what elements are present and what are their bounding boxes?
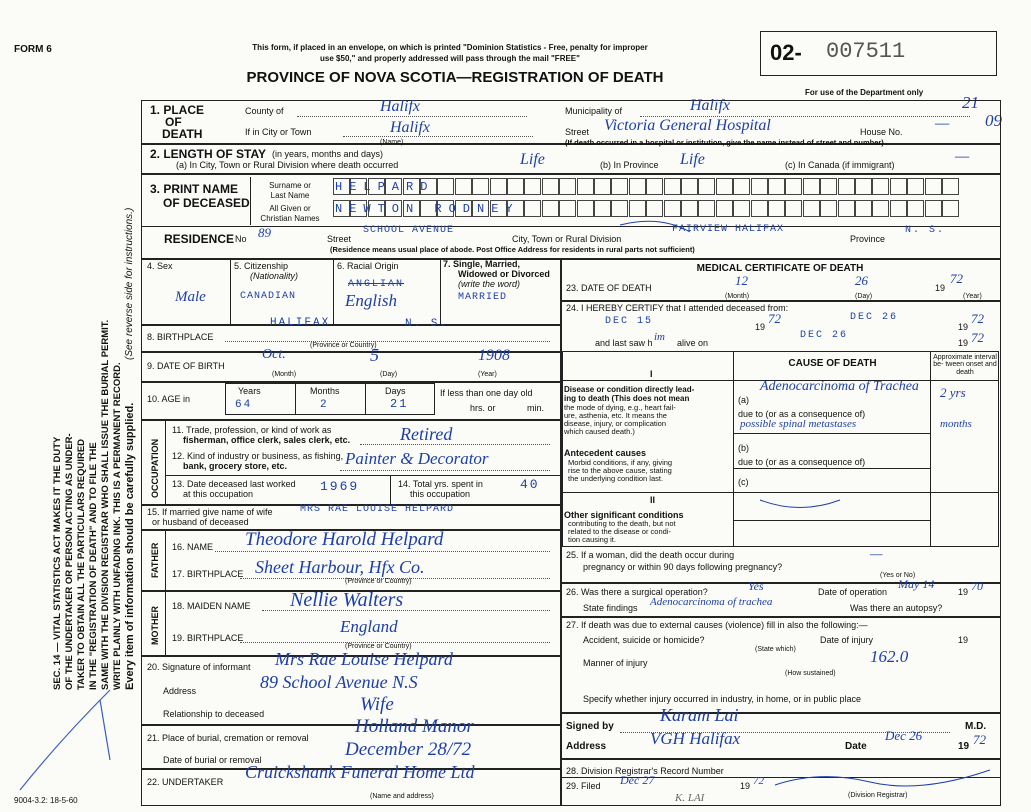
- op-date-year[interactable]: 70: [971, 579, 983, 593]
- hrs-label: hrs. or: [470, 403, 496, 413]
- dob-month[interactable]: Oct.: [262, 347, 286, 362]
- marital-label: 7. Single, Married,: [443, 259, 521, 269]
- attend-from[interactable]: DEC 15: [605, 316, 654, 327]
- sustained-caption: (How sustained): [785, 670, 836, 677]
- registrar-initials: K. LAI: [675, 792, 705, 804]
- name-label-2: OF DECEASED: [163, 196, 250, 210]
- registrar-caption: (Division Registrar): [848, 792, 908, 799]
- county-label: County of: [245, 106, 284, 116]
- relationship-value[interactable]: Wife: [360, 694, 394, 715]
- md-date-prefix: 19: [958, 741, 970, 752]
- birthplace-province[interactable]: N. S.: [405, 318, 449, 330]
- injury-date-label: Date of injury: [820, 635, 874, 645]
- street-label: Street: [565, 127, 590, 137]
- citizenship-value[interactable]: CANADIAN: [240, 291, 297, 302]
- manner-label: Manner of injury: [583, 658, 648, 668]
- surname-label-2: Last Name: [270, 191, 310, 200]
- marital-value[interactable]: MARRIED: [458, 292, 508, 303]
- father-name-value[interactable]: Theodore Harold Helpard: [245, 529, 444, 550]
- age-days-value[interactable]: 21: [390, 397, 409, 411]
- alive-on-prefix: 19: [958, 338, 969, 348]
- dept-code-2: 09: [985, 111, 1002, 130]
- house-value[interactable]: —: [935, 115, 950, 132]
- form-title: PROVINCE OF NOVA SCOTIA—REGISTRATION OF DEATH: [246, 69, 664, 86]
- trade-label-2: fisherman, office clerk, sales clerk, etc.: [183, 435, 351, 445]
- disease-label-6: which caused death.): [564, 427, 635, 436]
- dob-label: 9. DATE OF BIRTH: [147, 361, 225, 371]
- op-date-label: Date of operation: [818, 587, 888, 597]
- envelope-notice: This form, if placed in an envelope, on which is printed "Dominion Statistics - Free, penalty for improper: [252, 43, 648, 52]
- birthplace-caption: (Province or Country): [310, 342, 377, 349]
- findings-value[interactable]: Adenocarcinoma of trachea: [650, 596, 773, 608]
- industry-label-2: bank, grocery store, etc.: [183, 461, 288, 471]
- last-worked-label-2: at this occupation: [183, 489, 254, 499]
- dob-day-caption: (Day): [380, 371, 398, 378]
- city-label: If in City or Town: [245, 127, 312, 137]
- residence-province-value[interactable]: N. S.: [905, 225, 946, 236]
- disease-label-5: disease, injury, or complication: [564, 419, 666, 428]
- residence-province-label: Province: [850, 234, 886, 244]
- name-label: 3. PRINT NAME: [150, 182, 239, 196]
- form-number: FORM 6: [14, 44, 52, 55]
- city-value[interactable]: Halifx: [390, 119, 430, 136]
- hospital-note: (If death occurred in a hospital or institution, give the name instead of street and number): [565, 138, 884, 147]
- last-worked-label: 13. Date deceased last worked: [172, 479, 296, 489]
- months-label: Months: [310, 386, 340, 396]
- place-label-death: DEATH: [162, 127, 203, 141]
- filed-prefix: 19: [740, 781, 751, 791]
- md-date-value[interactable]: Dec 26: [885, 728, 923, 743]
- other-label-3: related to the disease or condi-: [568, 527, 671, 536]
- father-birthplace-label: 17. BIRTHPLACE: [172, 569, 244, 579]
- stay-canada-label: (c) In Canada (if immigrant): [785, 160, 895, 170]
- alive-on-year[interactable]: 72: [971, 330, 984, 345]
- residence-city-label: City, Town or Rural Division: [512, 234, 622, 244]
- md-date-year[interactable]: 72: [973, 732, 986, 747]
- days-label: Days: [385, 386, 406, 396]
- residence-street-label: Street: [327, 234, 352, 244]
- burial-date-label: Date of burial or removal: [163, 755, 262, 765]
- antecedent-label-4: the underlying condition last.: [568, 474, 664, 483]
- findings-label: State findings: [583, 603, 638, 613]
- racial-label: 6. Racial Origin: [337, 261, 399, 271]
- mother-side-label: MOTHER: [150, 606, 160, 645]
- racial-struck: ANGLIAN: [348, 279, 405, 290]
- attend-to[interactable]: DEC 26: [850, 312, 899, 323]
- due-to-1: due to (or as a consequence of): [738, 409, 866, 419]
- given-label-2: Christian Names: [260, 214, 320, 223]
- roman-2: II: [650, 495, 656, 505]
- side-instruction-3: TAKER TO OBTAIN ALL THE PARTICULARS REQUIRED: [76, 438, 87, 690]
- father-name-label: 16. NAME: [172, 542, 214, 552]
- certify-label: 24. I HEREBY CERTIFY that I attended deceased from:: [566, 303, 789, 313]
- envelope-notice-2: use $50," and properly addressed will pass through the mail "FREE": [320, 54, 580, 63]
- attend-from-prefix: 19: [755, 322, 766, 332]
- signed-value[interactable]: Karam Lai: [660, 705, 739, 725]
- surgery-value[interactable]: Yes: [748, 579, 764, 593]
- injury-date-prefix: 19: [958, 635, 969, 645]
- roman-1: I: [650, 369, 653, 379]
- side-instruction-5: SAME WITH THE DIVISION REGISTRAR WHO SHALL ISSUE THE BURIAL PERMIT.: [100, 319, 111, 690]
- footer-code: 9004-3.2: 18-5-60: [14, 796, 78, 805]
- side-instruction-2: OF THE UNDERTAKER OR PERSON ACTING AS UNDER-: [64, 433, 75, 690]
- registration-number: 007511: [826, 39, 906, 64]
- cause-a[interactable]: Adenocarcinoma of Trachea: [760, 379, 919, 394]
- side-instruction-6: WRITE PLAINLY WITH UNFADING INK. THIS IS A PERMANENT RECORD.: [112, 362, 123, 690]
- other-label: Other significant conditions: [564, 510, 684, 520]
- other-label-4: tion causing it.: [568, 535, 616, 544]
- antecedent-label-3: rise to the above cause, stating: [568, 466, 672, 475]
- citizenship-sub: (Nationality): [250, 271, 299, 281]
- side-instruction-1: SEC. 14 — VITAL STATISTICS ACT MAKES IT THE DUTY: [52, 436, 63, 690]
- stay-label: 2. LENGTH OF STAY: [150, 147, 267, 161]
- informant-sig-value[interactable]: Mrs Rae Louise Helpard: [275, 649, 453, 669]
- birthplace-value[interactable]: HALIFAX: [270, 317, 331, 329]
- mother-maiden-value[interactable]: Nellie Walters: [290, 589, 404, 611]
- antecedent-label: Antecedent causes: [564, 448, 647, 458]
- marital-label-3: (write the word): [458, 279, 521, 289]
- sex-label: 4. Sex: [147, 261, 173, 271]
- cause-a2[interactable]: possible spinal metastases: [740, 418, 857, 430]
- dob-year-caption: (Year): [478, 371, 497, 378]
- disease-label-3: the mode of dying, e.g., heart fail-: [564, 403, 676, 412]
- dept-code-1: 21: [962, 93, 979, 112]
- spouse-label: 15. If married give name of wife: [147, 507, 273, 517]
- years-label: Years: [238, 386, 261, 396]
- citizenship-label: 5. Citizenship: [234, 261, 289, 271]
- sex-value[interactable]: Male: [175, 289, 206, 305]
- last-saw-label: and last saw h: [595, 338, 653, 348]
- cause-title: CAUSE OF DEATH: [788, 358, 877, 369]
- father-caption: (Province or Country): [345, 578, 412, 585]
- relationship-label: Relationship to deceased: [163, 709, 265, 719]
- signed-label: Signed by: [566, 721, 614, 732]
- cause-b-prefix: (b): [738, 443, 749, 453]
- interval-a2[interactable]: months: [940, 418, 972, 430]
- md-label: M.D.: [965, 721, 987, 732]
- mother-birthplace-value[interactable]: England: [340, 617, 398, 636]
- father-side-label: FATHER: [150, 542, 160, 578]
- md-address-label: Address: [566, 741, 607, 752]
- attend-to-prefix: 19: [958, 322, 969, 332]
- death-date-year[interactable]: 72: [950, 271, 963, 286]
- surname-label: Surname or: [269, 181, 311, 190]
- stay-city-label: (a) In City, Town or Rural Division where death occurred: [176, 160, 399, 170]
- municipality-value[interactable]: Halifx: [690, 97, 730, 114]
- residence-no-value[interactable]: 89: [258, 225, 271, 240]
- side-instruction-8: (See reverse side for instructions.): [124, 207, 135, 360]
- age-months-value[interactable]: 2: [320, 399, 329, 411]
- marital-label-2: Widowed or Divorced: [458, 269, 550, 279]
- last-worked-value[interactable]: 1969: [320, 479, 360, 494]
- racial-value[interactable]: English: [345, 291, 397, 310]
- woman-label-2: pregnancy or within 90 days following pregnancy?: [583, 562, 783, 572]
- side-instruction-7: Every item of information should be carefully supplied.: [124, 402, 136, 690]
- cause-c-prefix: (c): [738, 477, 749, 487]
- occupation-side-label: OCCUPATION: [150, 438, 160, 498]
- industry-value[interactable]: Painter & Decorator: [345, 449, 489, 468]
- stay-province-label: (b) In Province: [600, 160, 659, 170]
- reg-record-label: 28. Division Registrar's Record Number: [566, 766, 724, 776]
- op-date-prefix: 19: [958, 587, 969, 597]
- stay-canada-value[interactable]: —: [955, 148, 970, 165]
- place-label-of: OF: [165, 115, 182, 129]
- woman-label: 25. If a woman, did the death occur during: [566, 550, 735, 560]
- dob-month-caption: (Month): [272, 371, 297, 378]
- filed-year[interactable]: 72: [753, 775, 764, 787]
- disease-label: Disease or condition directly lead-: [564, 385, 695, 394]
- county-value[interactable]: Halifx: [380, 98, 420, 115]
- residence-no-label: No: [235, 234, 247, 244]
- trade-value[interactable]: Retired: [400, 424, 453, 444]
- autopsy-label: Was there an autopsy?: [850, 603, 943, 613]
- death-date-label: 23. DATE OF DEATH: [566, 283, 652, 293]
- municipality-label: Municipality of: [565, 106, 623, 116]
- father-birthplace-value[interactable]: Sheet Harbour, Hfx Co.: [255, 557, 425, 577]
- state-which: (State which): [755, 646, 796, 653]
- alive-on-value[interactable]: DEC 26: [800, 330, 849, 341]
- residence-city-value[interactable]: FAIRVIEW HALIFAX: [672, 224, 785, 235]
- registration-prefix: 02-: [770, 40, 802, 65]
- residence-street-value[interactable]: SCHOOL AVENUE: [363, 225, 455, 236]
- yes-no-caption: (Yes or No): [880, 572, 916, 579]
- industry-label: 12. Kind of industry or business, as fishing,: [172, 451, 344, 461]
- house-label: House No.: [860, 127, 903, 137]
- manner-value[interactable]: 162.0: [870, 647, 909, 666]
- filed-label: 29. Filed: [566, 781, 601, 791]
- attend-from-year[interactable]: 72: [768, 311, 781, 326]
- undertaker-caption: (Name and address): [370, 793, 434, 800]
- death-month-caption: (Month): [725, 293, 750, 300]
- stay-city-value[interactable]: Life: [520, 151, 545, 168]
- dob-year[interactable]: 1908: [478, 347, 510, 364]
- residence-note: (Residence means usual place of abode. Post Office Address for residents in rural parts not sufficient): [330, 245, 695, 254]
- death-date-month[interactable]: 12: [735, 273, 748, 288]
- spouse-value[interactable]: MRS RAE LOUISE HELPARD: [300, 504, 455, 515]
- age-label: 10. AGE in: [147, 394, 191, 404]
- mother-caption: (Province or Country): [345, 643, 412, 650]
- total-years-label-2: this occupation: [410, 489, 471, 499]
- death-year-prefix: 19: [935, 283, 946, 293]
- informant-address-label: Address: [163, 686, 197, 696]
- total-years-label: 14. Total yrs. spent in: [398, 479, 483, 489]
- undertaker-value[interactable]: Cruickshank Funeral Home Ltd: [245, 762, 475, 782]
- death-year-caption: (Year): [963, 293, 982, 300]
- birthplace-label: 8. BIRTHPLACE: [147, 332, 214, 342]
- side-instruction-4: IN THE "REGISTRATION OF DEATH" AND TO FILE THE: [88, 442, 99, 690]
- given-label: All Given or: [269, 204, 311, 213]
- last-saw-him[interactable]: im: [654, 331, 665, 343]
- disease-label-2: ing to death (This does not mean: [564, 394, 690, 403]
- death-date-day[interactable]: 26: [855, 273, 868, 288]
- burial-date-value[interactable]: December 28/72: [345, 739, 472, 760]
- death-day-caption: (Day): [855, 293, 873, 300]
- woman-value[interactable]: —: [870, 547, 883, 562]
- external-label: 27. If death was due to external causes (violence) fill in also the following:—: [566, 620, 868, 630]
- antecedent-label-2: Morbid conditions, if any, giving: [568, 458, 673, 467]
- burial-place-label: 21. Place of burial, cremation or removal: [147, 733, 309, 743]
- informant-sig-label: 20. Signature of informant: [147, 662, 251, 672]
- mother-birthplace-label: 19. BIRTHPLACE: [172, 633, 244, 643]
- dob-day[interactable]: 5: [370, 345, 379, 365]
- informant-address-value[interactable]: 89 School Avenue N.S: [260, 672, 418, 692]
- surname-value[interactable]: HELPARD: [335, 180, 435, 194]
- attend-to-year[interactable]: 72: [971, 311, 984, 326]
- age-years-value[interactable]: 64: [235, 399, 253, 411]
- stay-province-value[interactable]: Life: [680, 151, 705, 168]
- md-address-value[interactable]: VGH Halifax: [650, 729, 741, 748]
- alive-on-label: alive on: [677, 338, 709, 348]
- filed-value[interactable]: Dec 27: [620, 773, 655, 787]
- residence-label: RESIDENCE: [164, 232, 235, 246]
- total-years-value[interactable]: 40: [520, 477, 540, 492]
- place-label: 1. PLACE: [150, 103, 205, 117]
- stay-label-suffix: (in years, months and days): [272, 149, 384, 159]
- disease-label-4: ure, asthenia, etc. It means the: [564, 411, 667, 420]
- undertaker-label: 22. UNDERTAKER: [147, 777, 224, 787]
- min-label: min.: [527, 403, 545, 413]
- interval-label: Approximate interval be- tween onset and death: [933, 354, 997, 376]
- medical-title: MEDICAL CERTIFICATE OF DEATH: [696, 263, 864, 274]
- surgery-label: 26. Was there a surgical operation?: [566, 587, 708, 597]
- cause-a-prefix: (a): [738, 395, 749, 405]
- burial-place-value[interactable]: Holland Manor: [355, 716, 474, 737]
- given-names-value[interactable]: NEWTON RODNEY: [335, 202, 520, 216]
- dept-use-label: For use of the Department only: [805, 88, 924, 97]
- due-to-2: due to (or as a consequence of): [738, 457, 866, 467]
- spouse-label-2: or husband of deceased: [152, 517, 249, 527]
- street-value[interactable]: Victoria General Hospital: [604, 117, 771, 134]
- under-day-label: If less than one day old: [440, 388, 533, 398]
- op-date-value[interactable]: May 14: [898, 577, 935, 591]
- industry-injury-label: Specify whether injury occurred in industry, in home, or in public place: [583, 694, 861, 704]
- accident-label: Accident, suicide or homicide?: [583, 635, 705, 645]
- md-date-label: Date: [845, 741, 867, 752]
- other-label-2: contributing to the death, but not: [568, 519, 676, 528]
- interval-a[interactable]: 2 yrs: [940, 385, 966, 400]
- mother-maiden-label: 18. MAIDEN NAME: [172, 601, 251, 611]
- name-caption: (Name): [380, 139, 404, 146]
- trade-label: 11. Trade, profession, or kind of work as: [172, 425, 332, 435]
